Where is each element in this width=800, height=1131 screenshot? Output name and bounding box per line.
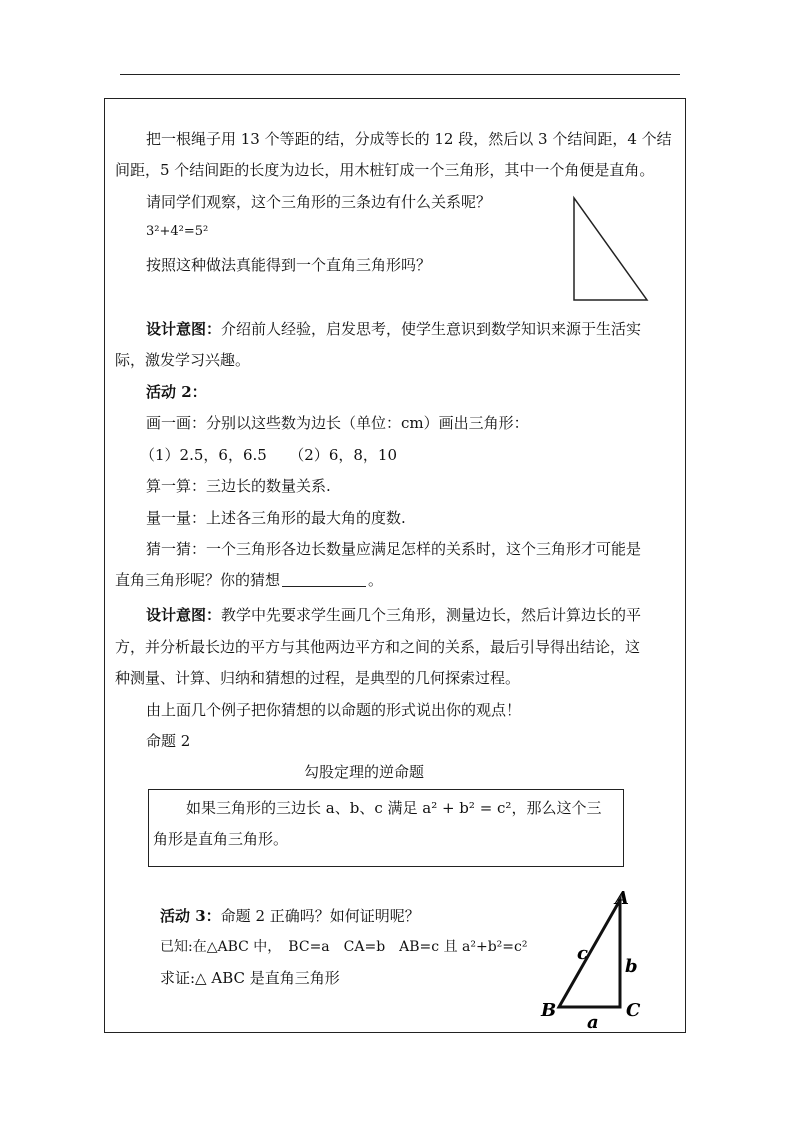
triangle-abc-figure [535,880,655,1035]
design-intent-2-line-2: 方，并分析最长边的平方与其他两边平方和之间的关系，最后引导得出结论，这 [115,638,641,656]
design-intent-2-text: 教学中先要求学生画几个三角形，测量边长，然后计算边长的平 [221,606,642,624]
activity-3-title: 活动 3： [160,907,221,925]
intro-question: 请同学们观察，这个三角形的三条边有什么关系呢？ [146,193,492,211]
conclusion-text: 由上面几个例子把你猜想的以命题的形式说出你的观点！ [146,701,522,719]
vertex-b-label: B [541,1000,557,1021]
guess-blank [282,572,366,587]
activity-2-sets: （1）2.5，6，6.5 （2）6，8，10 [140,446,398,464]
intro-equation: 3²+4²=5² [146,224,209,239]
activity-3-question: 命题 2 正确吗？如何证明呢？ [220,907,420,925]
guess-prompt: 直角三角形呢？你的猜想 [115,571,281,589]
activity-2-guess-line-1: 猜一猜：一个三角形各边长数量应满足怎样的关系时，这个三角形才可能是 [146,540,642,558]
side-c-label: c [577,943,588,964]
triangle-abc-shape [559,900,620,1007]
design-intent-1-line-2: 际，激发学习兴趣。 [115,351,251,369]
proposition-label: 命题 2 [146,732,191,750]
intro-question-2: 按照这种做法真能得到一个直角三角形吗？ [146,256,432,274]
activity-2-guess-line-2 [115,570,383,590]
vertex-a-label: A [615,888,629,909]
proposition-line-2: 角形是直角三角形。 [153,830,289,848]
design-intent-2-label: 设计意图： [146,606,222,624]
vertex-c-label: C [626,1000,641,1021]
proposition-title: 勾股定理的逆命题 [304,763,425,781]
design-intent-2-line-3: 种测量、计算、归纳和猜想的过程，是典型的几何探索过程。 [115,669,521,687]
proposition-line-1: 如果三角形的三边长 a、b、c 满足 a² + b² = c²，那么这个三 [186,799,602,817]
intro-line-1: 把一根绳子用 13 个等距的结，分成等长的 12 段，然后以 3 个结间距，4 个结 [146,130,672,148]
design-intent-1-line-1 [146,319,641,339]
activity-3-given: 已知:在△ABC 中， BC=a CA=b AB=c 且 a²+b²=c² [160,939,528,955]
activity-3-prove: 求证:△ ABC 是直角三角形 [160,969,340,987]
design-intent-1-text: 介绍前人经验，启发思考，使学生意识到数学知识来源于生活实 [221,320,642,338]
side-b-label: b [625,956,638,977]
activity-3-line [160,906,420,926]
activity-2-calc: 算一算：三边长的数量关系. [146,477,331,495]
right-triangle-figure [560,190,660,310]
activity-2-draw: 画一画：分别以这些数为边长（单位：cm）画出三角形： [146,414,529,432]
guess-end: 。 [368,571,384,589]
activity-2-measure: 量一量：上述各三角形的最大角的度数. [146,509,406,527]
design-intent-1-label: 设计意图： [146,320,222,338]
activity-2-title: 活动 2： [146,383,207,401]
side-a-label: a [587,1012,599,1033]
intro-line-2: 间距，5 个结间距的长度为边长，用木桩钉成一个三角形，其中一个角便是直角。 [115,161,655,179]
header-rule [120,74,680,75]
design-intent-2-line-1 [146,605,641,625]
right-triangle-shape [574,198,647,300]
